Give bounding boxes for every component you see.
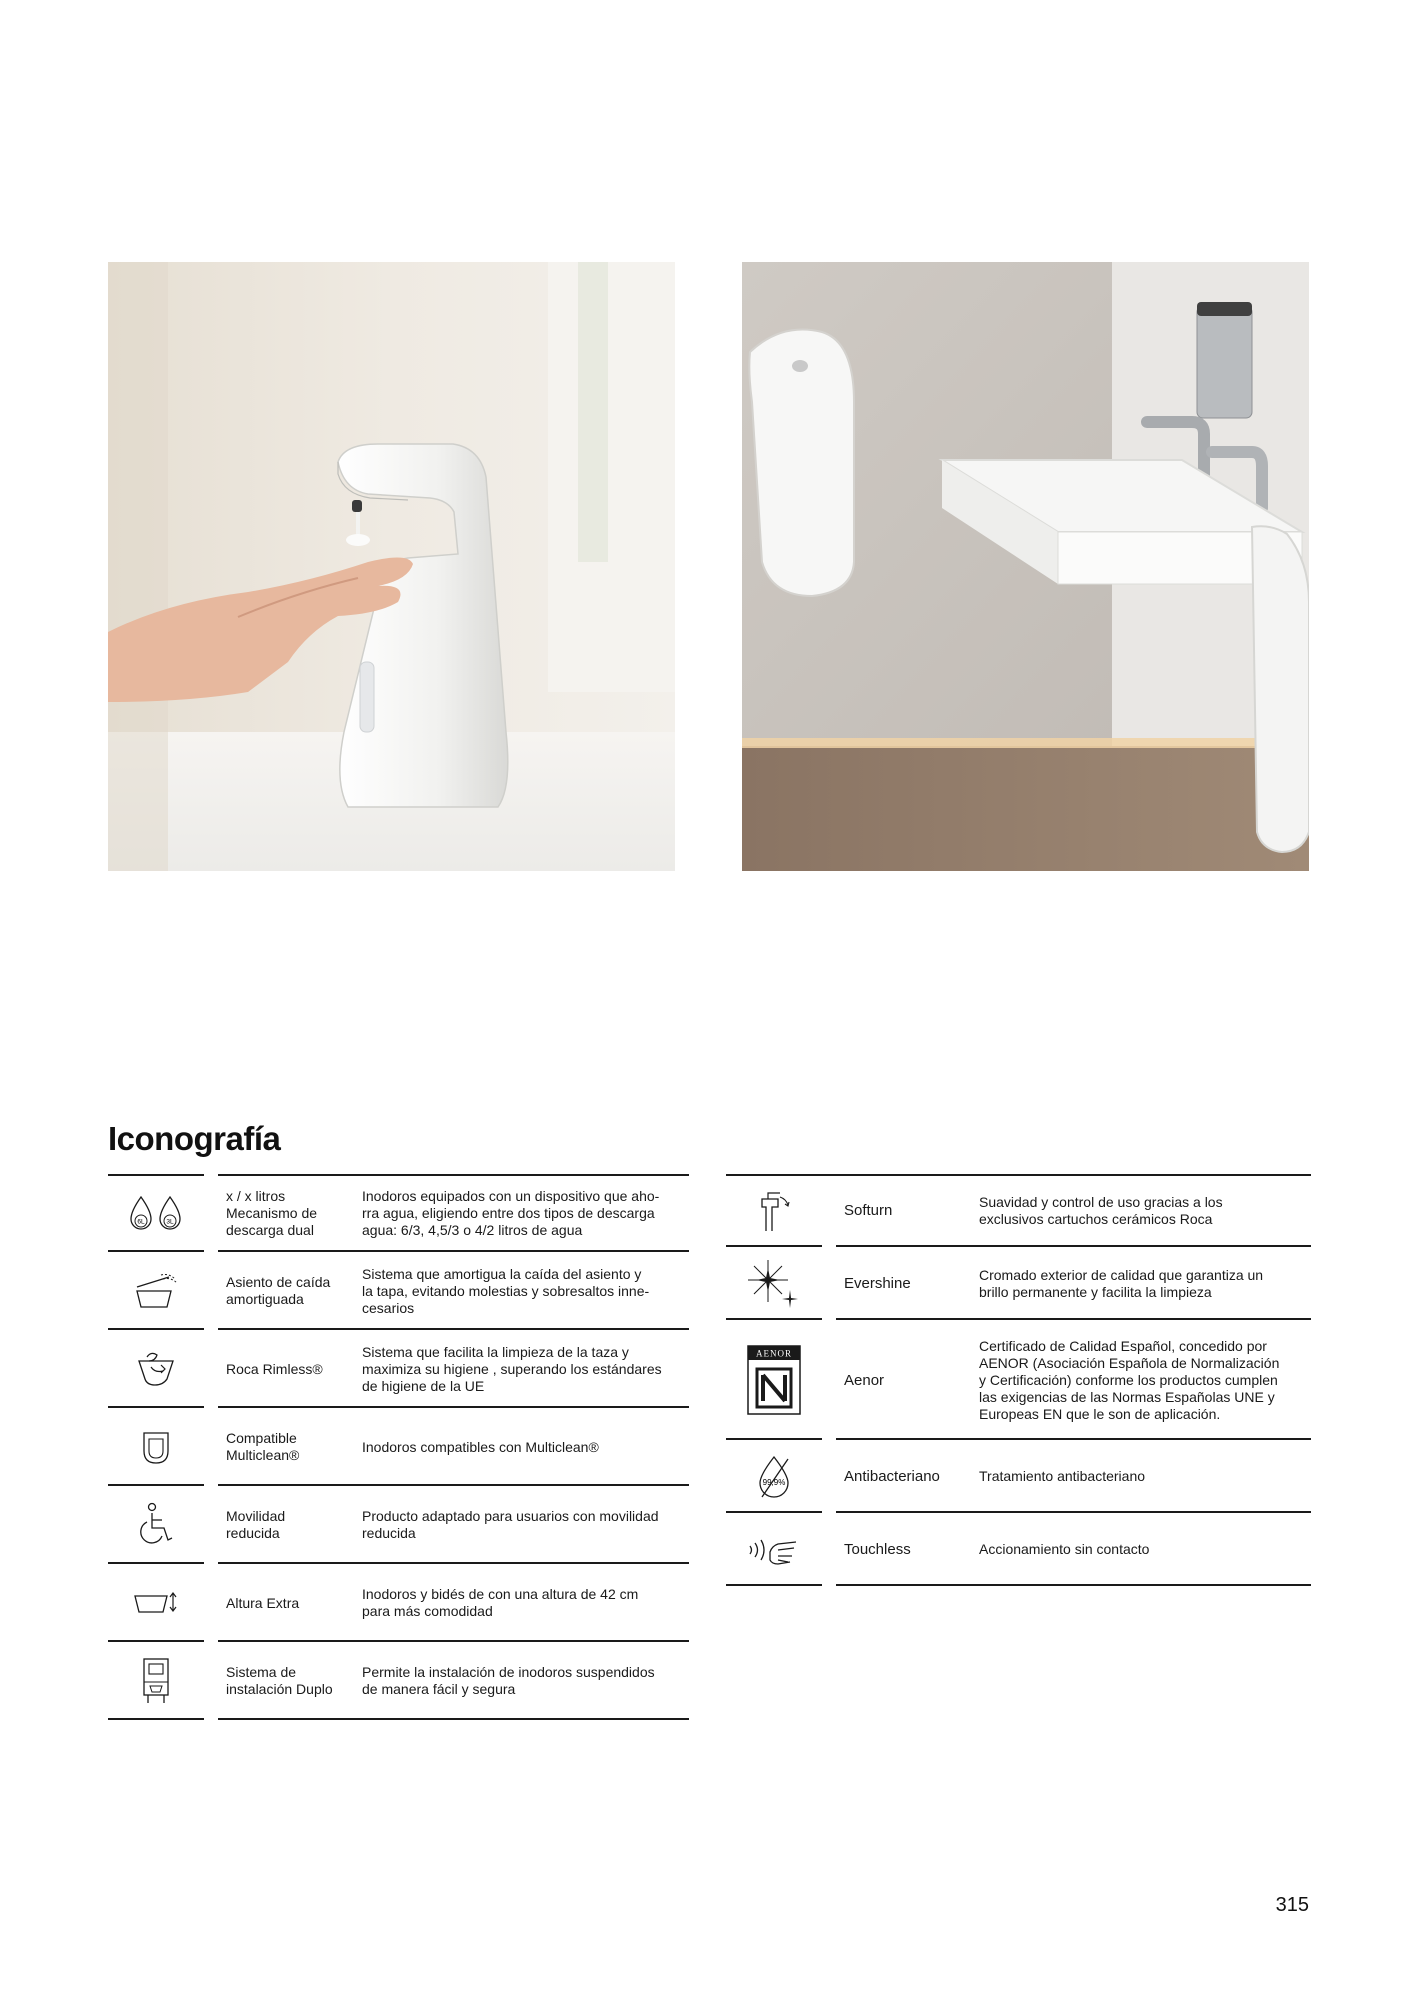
legend-label: Asiento de caída amortiguada [226,1274,331,1307]
legend-row-softurn [726,1174,1311,1247]
legend-label: x / x litros Mecanismo de descarga dual [226,1187,318,1238]
legend-label: Softurn [844,1202,893,1219]
legend-description: Cromado exterior de calidad que garantiza un brillo permanente y facilita la limpieza [979,1266,1264,1300]
antibacterial-drop-icon [726,1440,822,1513]
wheelchair-icon [108,1486,204,1564]
legend-row-touchless [726,1513,1311,1586]
legend-row-multiclean [108,1408,689,1486]
aenor-seal-icon [726,1320,822,1440]
legend-row-aenor [726,1320,1311,1440]
multiclean-seat-icon [108,1408,204,1486]
legend-description: Sistema que amortigua la caída del asiento y la tapa, evitando molestias y sobresaltos inne- cesarios [362,1265,650,1316]
legend-description: Suavidad y control de uso gracias a los exclusivos cartuchos cerámicos Roca [979,1193,1223,1227]
antibacterial-percent-text: 99,9% [762,1477,786,1487]
legend-label: Touchless [844,1541,911,1558]
legend-row-antibacterial [726,1440,1311,1513]
legend-label: Movilidad reducida [226,1508,286,1541]
touchless-hand-icon [726,1513,822,1586]
legend-row-evershine [726,1247,1311,1320]
legend-description: Sistema que facilita la limpieza de la taza y maximiza su higiene , superando los estándares de higiene de la UE [362,1343,662,1394]
legend-label: Evershine [844,1275,911,1292]
legend-row-dual-flush [108,1174,689,1252]
icon-legend-table-left [108,1174,689,1720]
legend-label: Altura Extra [226,1594,300,1611]
row-rule-main [218,1718,689,1720]
soft-close-seat-icon [108,1252,204,1330]
dual-flush-drops-icon [108,1174,204,1252]
legend-label: Aenor [844,1371,885,1389]
rimless-bowl-icon [108,1330,204,1408]
duplo-frame-icon [108,1642,204,1720]
soap-dispenser-photo [108,262,675,871]
legend-row-rimless [108,1330,689,1408]
legend-description: Tratamiento antibacteriano [979,1468,1146,1484]
legend-description: Producto adaptado para usuarios con movilidad reducida [362,1508,659,1541]
legend-row-reduced-mobility [108,1486,689,1564]
legend-row-soft-close [108,1252,689,1330]
legend-description: Inodoros compatibles con Multiclean® [362,1438,599,1455]
legend-description: Inodoros equipados con un dispositivo que aho- rra agua, eligiendo entre dos tipos de descarga agua: 6/3, 4,5/3 o 4/2 litros de agua [362,1187,660,1238]
legend-description: Certificado de Calidad Español, concedido por AENOR (Asociación Española de Normalización y Certificación) conforme los productos cumplen las exigencias de las Normas Españolas UNE y Europeas EN que le son de aplicación. [979,1337,1280,1422]
legend-row-extra-height [108,1564,689,1642]
row-rule-icon [726,1584,822,1586]
row-rule-main [836,1584,1311,1586]
urinal-washbasin-photo [742,262,1309,871]
page-number: 315 [1275,1894,1309,1916]
legend-description: Inodoros y bidés de con una altura de 42 cm para más comodidad [362,1586,639,1619]
extra-height-icon [108,1564,204,1642]
legend-row-duplo [108,1642,689,1720]
sparkle-icon [726,1247,822,1320]
legend-label: Antibacteriano [844,1468,940,1485]
section-title: Iconografía [108,1120,281,1157]
legend-description: Permite la instalación de inodoros suspendidos de manera fácil y segura [362,1664,655,1697]
legend-label: Compatible Multiclean® [226,1430,300,1463]
aenor-wordmark-text: AENOR [756,1348,792,1359]
legend-label: Sistema de instalación Duplo [226,1664,333,1697]
icon-legend-table-right [726,1174,1311,1586]
softurn-faucet-icon [726,1174,822,1247]
legend-label: Roca Rimless® [226,1360,323,1377]
legend-description: Accionamiento sin contacto [979,1541,1150,1557]
dual-flush-6l-text: 6L [137,1218,145,1226]
row-rule-icon [108,1718,204,1720]
dual-flush-3l-text: 3L [166,1218,174,1226]
